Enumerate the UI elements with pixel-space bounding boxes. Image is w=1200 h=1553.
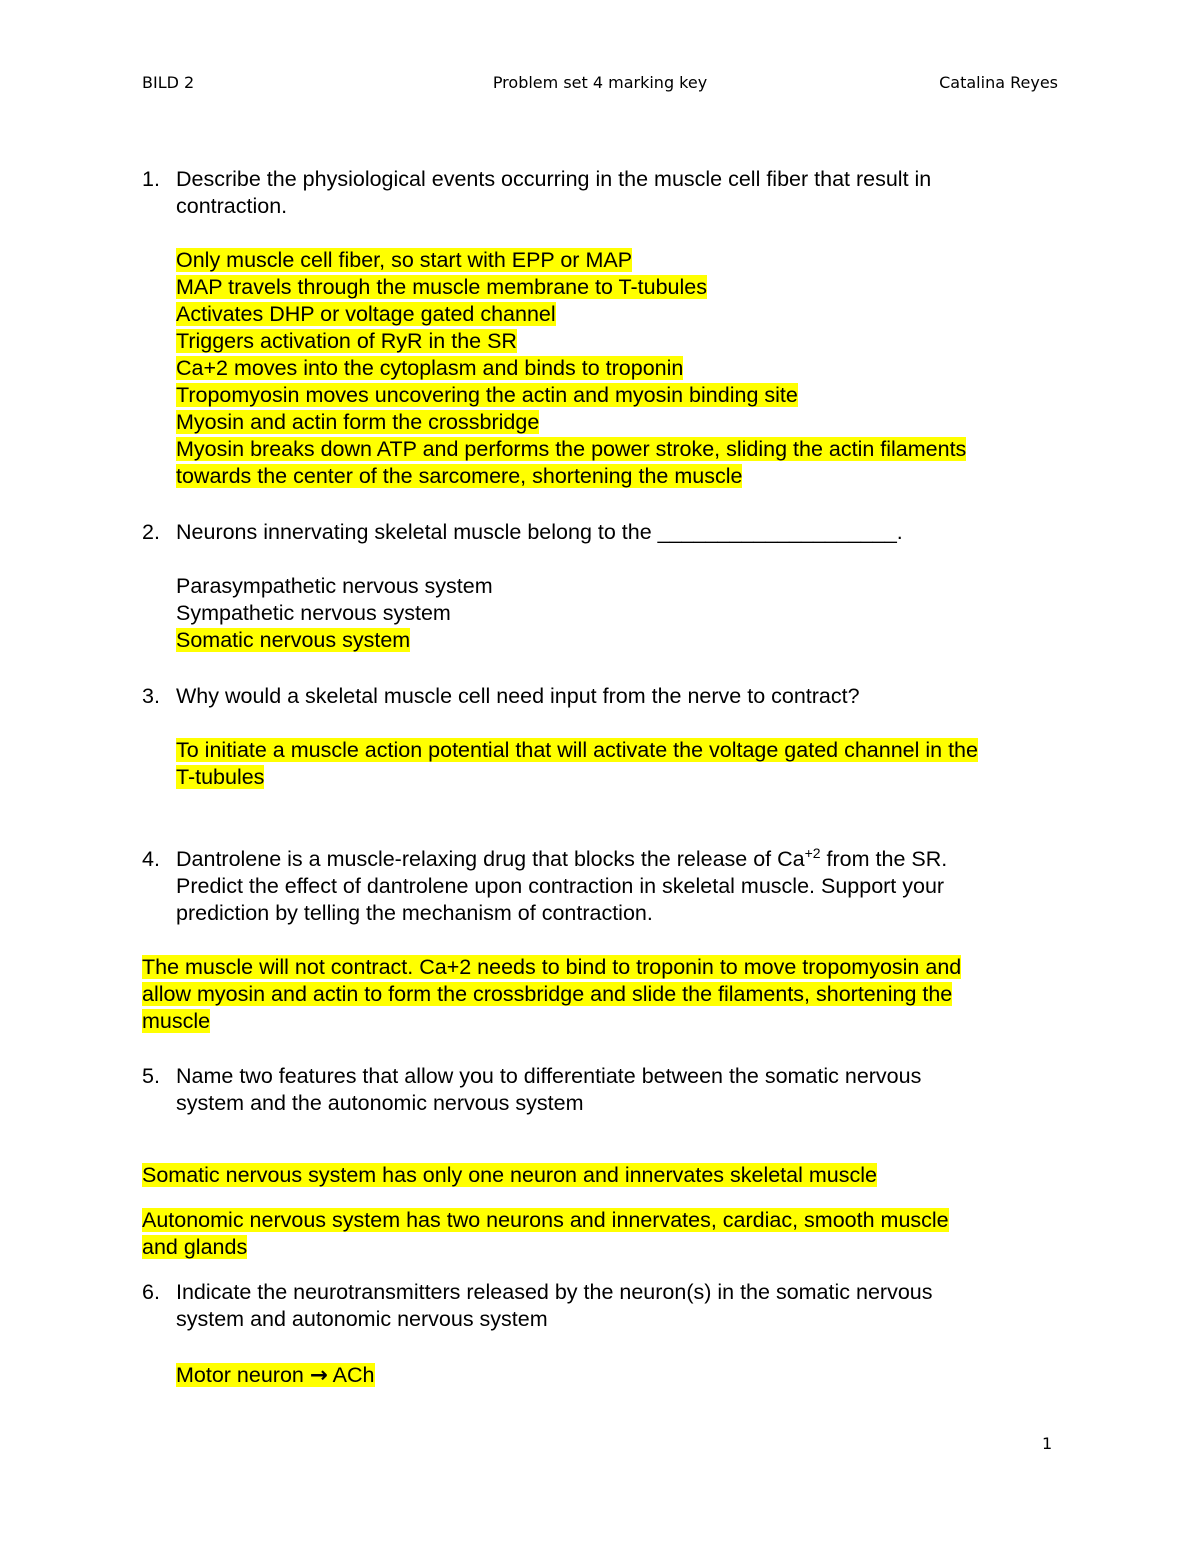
question-text: Predict the effect of dantrolene upon contraction in skeletal muscle. Support your: [176, 874, 945, 898]
answer-line: Activates DHP or voltage gated channel: [176, 302, 556, 326]
question-number: 5.: [142, 1064, 160, 1088]
question-3: [142, 683, 1062, 791]
question-number: 6.: [142, 1280, 160, 1304]
option-sympathetic: Sympathetic nervous system: [176, 601, 451, 625]
question-number: 1.: [142, 167, 160, 191]
answer-somatic: Somatic nervous system has only one neuron and innervates skeletal muscle: [142, 1163, 877, 1187]
option-somatic-correct: Somatic nervous system: [176, 628, 411, 652]
answer-line: Tropomyosin moves uncovering the actin and myosin binding site: [176, 383, 798, 407]
question-4: [142, 846, 1062, 1035]
course-code: BILD 2: [142, 73, 195, 92]
question-number: 3.: [142, 684, 160, 708]
question-text: prediction by telling the mechanism of contraction.: [176, 901, 653, 925]
author-name: Catalina Reyes: [939, 73, 1058, 92]
document-title: Problem set 4 marking key: [492, 73, 708, 92]
answer-line: Motor neuron → ACh: [176, 1363, 375, 1388]
answer-line: muscle: [142, 1009, 211, 1033]
document-body: [142, 166, 1062, 1389]
answer-line: Ca+2 moves into the cytoplasm and binds to troponin: [176, 356, 684, 380]
question-text: Neurons innervating skeletal muscle belong to the ____________________.: [176, 520, 903, 544]
question-1: [142, 166, 1062, 490]
question-text: contraction.: [176, 194, 288, 218]
question-text: system and the autonomic nervous system: [176, 1091, 584, 1115]
question-6: [142, 1279, 1062, 1389]
question-text: Describe the physiological events occurring in the muscle cell fiber that result in: [176, 167, 932, 191]
page-number: 1: [1042, 1434, 1053, 1453]
option-parasympathetic: Parasympathetic nervous system: [176, 574, 493, 598]
answer-line: Triggers activation of RyR in the SR: [176, 329, 517, 353]
arrow-right-icon: →: [309, 1363, 328, 1388]
question-number: 2.: [142, 520, 160, 544]
answer-line: MAP travels through the muscle membrane to T-tubules: [176, 275, 707, 299]
answer-line: towards the center of the sarcomere, shortening the muscle: [176, 464, 743, 488]
question-text: Dantrolene is a muscle-relaxing drug that blocks the release of $Ca^{+2}$ from the SR.: [176, 844, 948, 871]
question-text: Why would a skeletal muscle cell need input from the nerve to contract?: [176, 684, 860, 708]
question-number: 4.: [142, 847, 160, 871]
question-text: system and autonomic nervous system: [176, 1307, 548, 1331]
answer-line: allow myosin and actin to form the crossbridge and slide the filaments, shortening the: [142, 982, 953, 1006]
question-5: [142, 1063, 1062, 1261]
answer-line: Myosin breaks down ATP and performs the power stroke, sliding the actin filaments: [176, 437, 967, 461]
answer-autonomic: Autonomic nervous system has two neurons and innervates, cardiac, smooth muscle: [142, 1208, 949, 1232]
answer-line: To initiate a muscle action potential that will activate the voltage gated channel in the: [176, 738, 978, 762]
answer-line: The muscle will not contract. Ca+2 needs to bind to troponin to move tropomyosin and: [142, 955, 962, 979]
superscript-charge: +2: [804, 844, 821, 861]
answer-line: Only muscle cell fiber, so start with EPP or MAP: [176, 248, 633, 272]
answer-line: Myosin and actin form the crossbridge: [176, 410, 540, 434]
question-text: Name two features that allow you to differentiate between the somatic nervous: [176, 1064, 922, 1088]
question-2: [142, 519, 1062, 654]
question-text: Indicate the neurotransmitters released by the neuron(s) in the somatic nervous: [176, 1280, 933, 1304]
answer-line: T-tubules: [176, 765, 265, 789]
page-header: [142, 73, 1058, 99]
answer-autonomic: and glands: [142, 1235, 248, 1259]
